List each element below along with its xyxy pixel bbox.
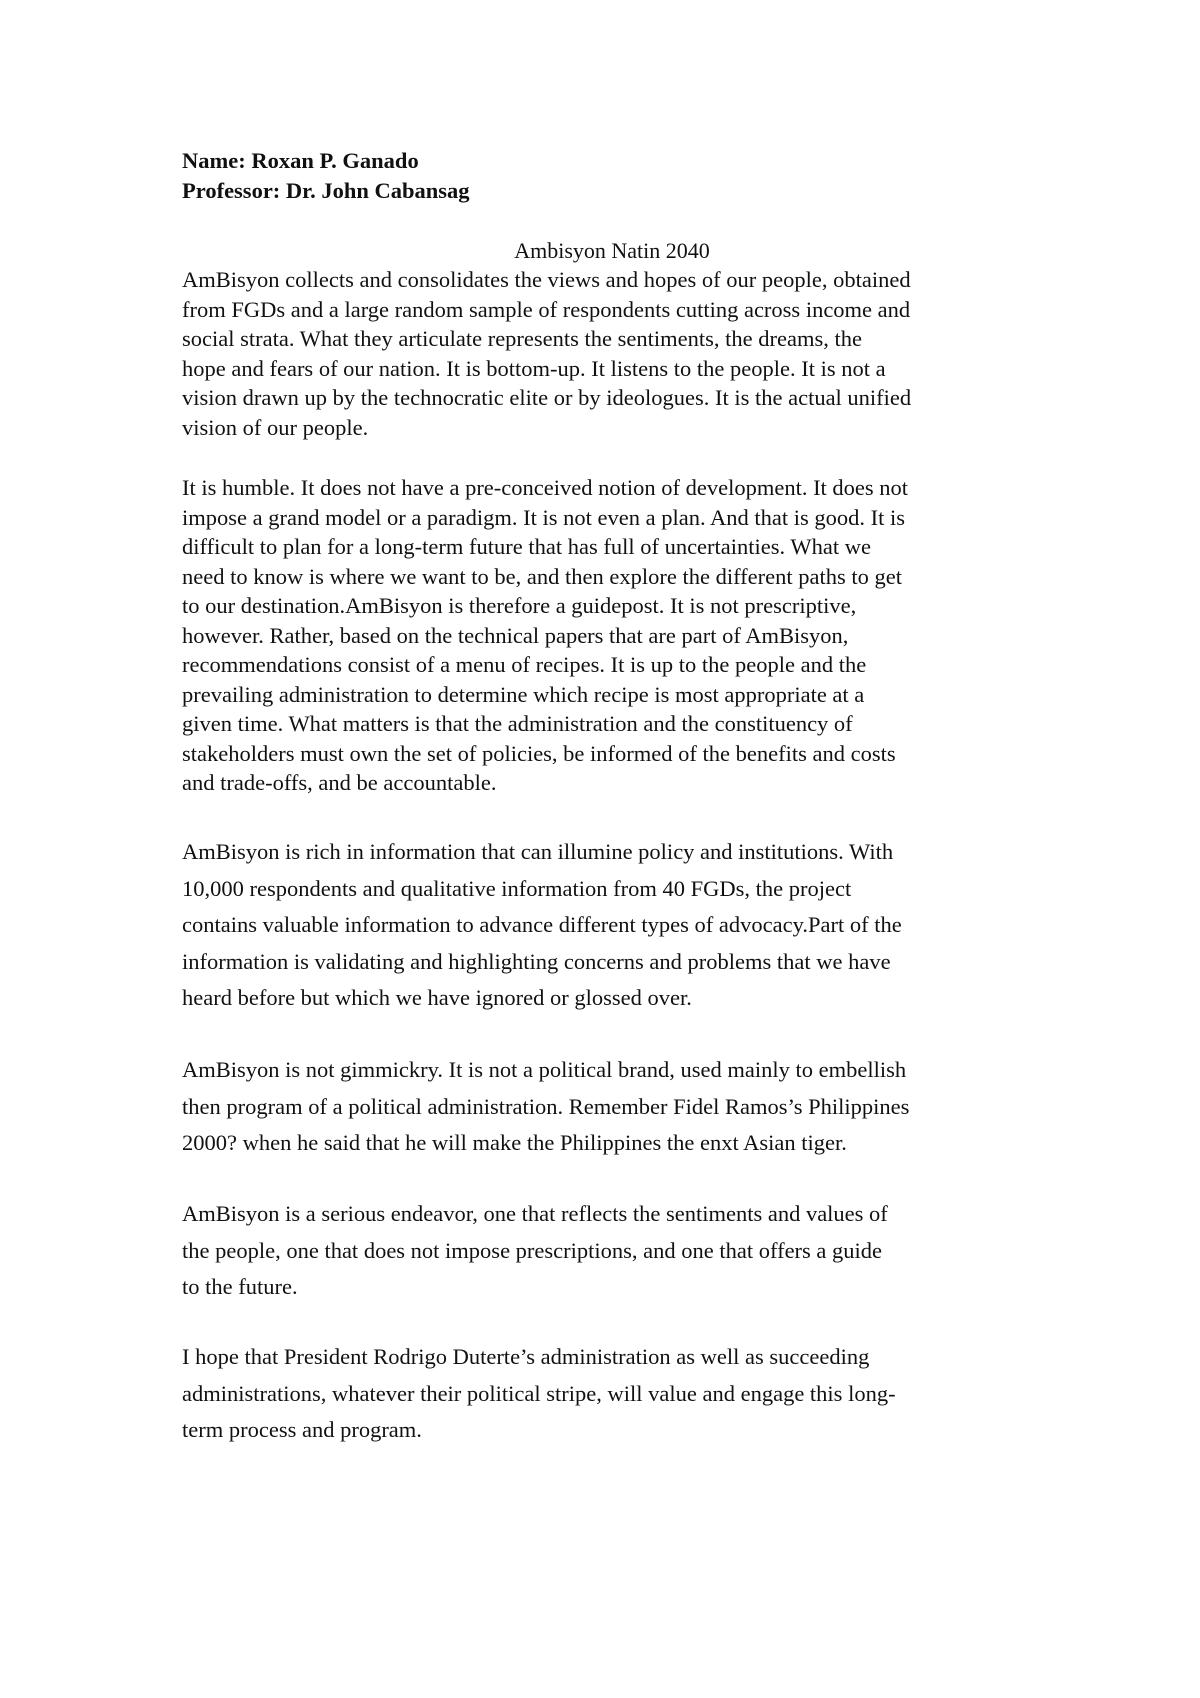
paragraph-line: contains valuable information to advance different types of advocacy.Part of the [182,912,902,937]
professor-name: Professor: Dr. John Cabansag [182,178,470,203]
paragraph-3 [182,834,1042,1017]
paragraph-line: AmBisyon is a serious endeavor, one that reflects the sentiments and values of [182,1201,888,1226]
paragraph-6 [182,1339,1042,1449]
paragraph-5 [182,1196,1042,1306]
paragraph-line: and trade-offs, and be accountable. [182,770,497,795]
paragraph-line: difficult to plan for a long-term future that has full of uncertainties. What we [182,534,871,559]
paragraph-line: I hope that President Rodrigo Duterte’s administration as well as succeeding [182,1344,870,1369]
paragraph-line: given time. What matters is that the administration and the constituency of [182,711,853,736]
paragraph-line: however. Rather, based on the technical papers that are part of AmBisyon, [182,622,849,648]
paragraph-line: AmBisyon is not gimmickry. It is not a political brand, used mainly to embellish [182,1057,907,1082]
document-title: Ambisyon Natin 2040 [514,238,710,263]
paragraph-line: social strata. What they articulate represents the sentiments, the dreams, the [182,326,862,351]
paragraph-line: the people, one that does not impose prescriptions, and one that offers a guide [182,1237,883,1263]
paragraph-line: impose a grand model or a paradigm. It is not even a plan. And that is good. It is [182,504,905,530]
paragraph-line: to our destination.AmBisyon is therefore a guidepost. It is not prescriptive, [182,593,857,618]
paragraph-line: It is humble. It does not have a pre-conceived notion of development. It does not [182,475,909,500]
paragraph-line: vision drawn up by the technocratic elite or by ideologues. It is the actual unified [182,385,912,410]
paragraph-line: AmBisyon collects and consolidates the views and hopes of our people, obtained [182,267,911,292]
paragraph-line: recommendations consist of a menu of recipes. It is up to the people and the [182,652,867,677]
paragraph-2 [182,473,1042,798]
paragraph-line: then program of a political administration. Remember Fidel Ramos’s Philippines [182,1093,910,1119]
paragraph-line: information is validating and highlighting concerns and problems that we have [182,948,891,974]
paragraph-4 [182,1052,1042,1162]
paragraph-1 [182,265,1042,442]
paragraph-line: vision of our people. [182,414,369,440]
paragraph-line: prevailing administration to determine which recipe is most appropriate at a [182,681,865,707]
paragraph-line: term process and program. [182,1417,422,1442]
paragraph-line: from FGDs and a large random sample of respondents cutting across income and [182,296,911,322]
paragraph-line: 2000? when he said that he will make the Philippines the enxt Asian tiger. [182,1130,847,1155]
paragraph-line: stakeholders must own the set of policies, be informed of the benefits and costs [182,740,896,766]
paragraph-line: 10,000 respondents and qualitative information from 40 FGDs, the project [182,875,852,901]
student-name: Name: Roxan P. Ganado [182,148,419,173]
paragraph-line: administrations, whatever their political stripe, will value and engage this long- [182,1380,896,1406]
paragraph-line: need to know is where we want to be, and then explore the different paths to get [182,563,902,589]
paragraph-line: heard before but which we have ignored or glossed over. [182,985,692,1010]
paragraph-line: to the future. [182,1274,298,1299]
paragraph-line: hope and fears of our nation. It is bottom-up. It listens to the people. It is not a [182,355,886,381]
paragraph-line: AmBisyon is rich in information that can illumine policy and institutions. With [182,839,894,864]
